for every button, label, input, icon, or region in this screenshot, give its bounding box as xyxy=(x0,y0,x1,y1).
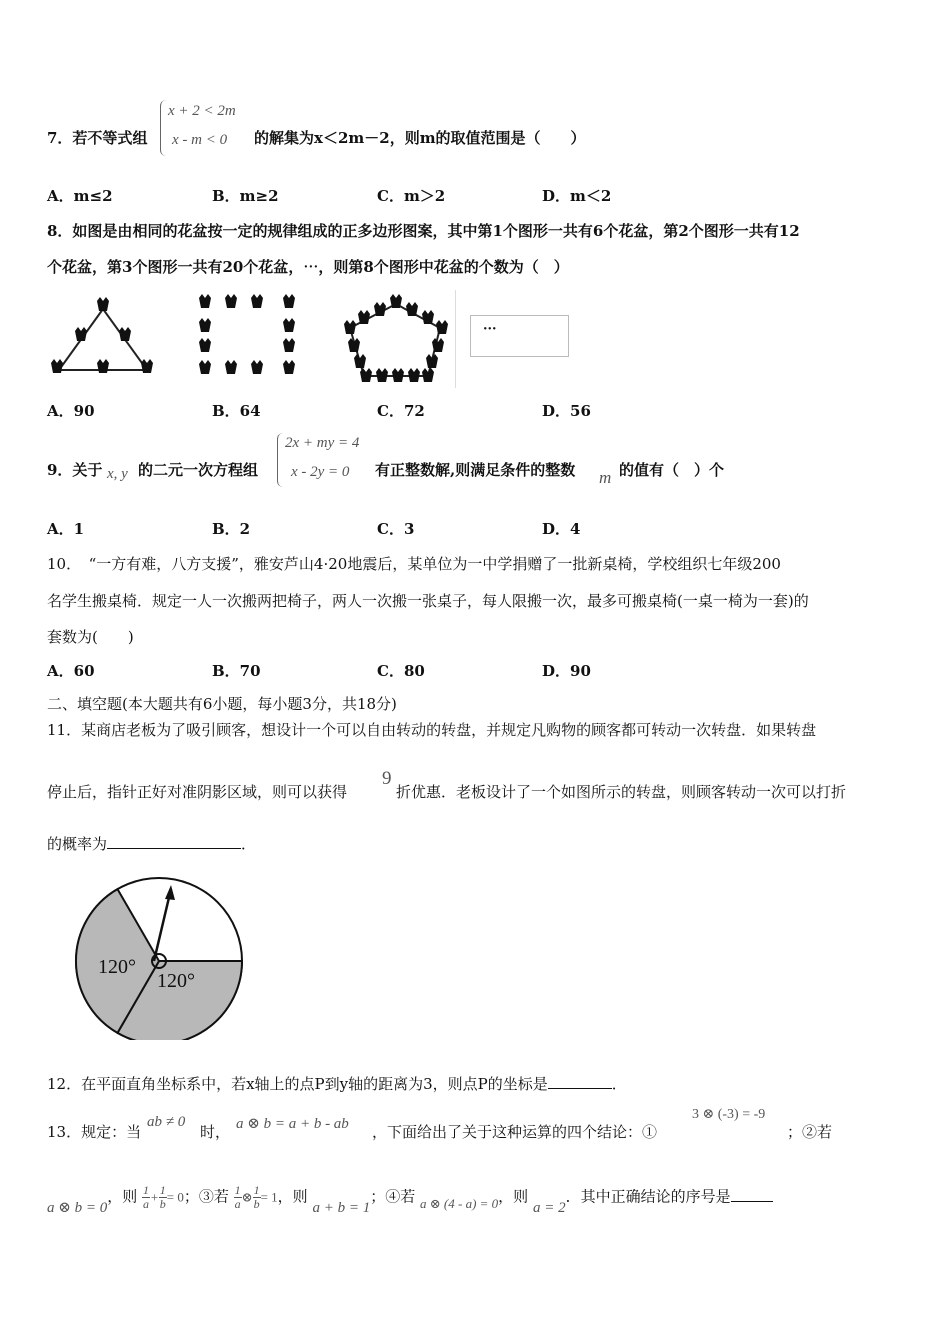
q13-c4r: a = 2 xyxy=(532,1199,566,1216)
q13-frac-1b-den: b xyxy=(159,1197,166,1211)
q13-frac-2a xyxy=(234,1184,242,1211)
q11-answer-blank xyxy=(107,848,241,849)
q9-brace xyxy=(277,433,284,487)
figure-divider xyxy=(455,290,456,388)
q13-l2-t3: ，则 xyxy=(277,1187,308,1206)
q10-option-d: D．90 xyxy=(542,662,591,680)
q12-text: 12．在平面直角坐标系中，若x轴上的点P到y轴的距离为3，则点P的坐标是 xyxy=(47,1075,548,1093)
q8-line2: 个花盆，第3个图形一共有20个花盆，⋯，则第8个图形中花盆的个数为（ ） xyxy=(47,258,569,276)
q13-frac-2a-num: 1 xyxy=(234,1183,241,1197)
q13-def: a ⊗ b = a + b - ab xyxy=(236,1116,349,1132)
q13-t2: ，下面给出了关于这种运算的四个结论：① xyxy=(372,1123,658,1141)
q7-option-a: A．m≤2 xyxy=(47,187,113,205)
q11-line3-end: ． xyxy=(241,835,257,853)
q10-line1: 10． “一方有难，八方支援”，雅安芦山4·20地震后，某单位为一中学捐赠了一批新桌椅，学校组织七年级200 xyxy=(47,555,781,573)
q7-text: 的解集为x＜2m－2，则m的取值范围是（ ） xyxy=(254,129,586,147)
ellipsis-box xyxy=(470,315,569,357)
q13-answer-blank xyxy=(731,1201,773,1202)
q13-prod-eq: = 1 xyxy=(260,1189,278,1205)
q7-number: 7．若不等式组 xyxy=(47,129,148,147)
q13-sum-eq: = 0 xyxy=(166,1189,184,1205)
q13-frac-1a xyxy=(142,1184,150,1211)
q9-system-line2: x - 2y = 0 xyxy=(291,464,350,480)
q7-system-line1: x + 2 < 2m xyxy=(168,103,236,119)
q13-frac-1b-num: 1 xyxy=(159,1183,166,1197)
q8-option-c: C．72 xyxy=(377,402,425,420)
q10-option-a: A．60 xyxy=(47,662,95,680)
q12-end: ． xyxy=(611,1075,627,1093)
q13-frac-1b xyxy=(159,1184,167,1211)
q13-t3: ；②若 xyxy=(787,1123,833,1141)
triangle-pots-figure xyxy=(45,295,160,385)
q13-frac-2b xyxy=(253,1184,261,1211)
q13-c4: a ⊗ (4 - a) = 0 xyxy=(420,1195,499,1211)
q13-frac-2b-den: b xyxy=(253,1197,260,1211)
q11-line2-post: 折优惠．老板设计了一个如图所示的转盘，则顾客转动一次可以打折 xyxy=(396,783,847,801)
q11-line1: 11．某商店老板为了吸引顾客，想设计一个可以自由转动的转盘，并规定凡购物的顾客都可转动一次转盘．如果转盘 xyxy=(47,721,817,739)
q9-post: 有正整数解,则满足条件的整数 xyxy=(375,461,576,479)
q7-system-line2: x - m < 0 xyxy=(172,132,228,148)
ellipsis-text: ··· xyxy=(483,322,497,337)
q12-line xyxy=(47,1074,627,1094)
q9-option-b: B．2 xyxy=(212,520,251,538)
q7-option-b: B．m≥2 xyxy=(212,187,279,205)
q7-option-d: D．m＜2 xyxy=(542,187,612,205)
q10-line3: 套数为( ) xyxy=(47,628,134,646)
q10-line2: 名学生搬桌椅．规定一人一次搬两把椅子，两人一次搬一张桌子，每人限搬一次，最多可搬桌椅(一桌一椅为一套)的 xyxy=(47,592,809,610)
q8-option-d: D．56 xyxy=(542,402,591,420)
q9-var-m: m xyxy=(599,468,612,487)
q9-end: 的值有（ ）个 xyxy=(619,461,725,479)
q8-option-a: A．90 xyxy=(47,402,95,420)
q11-line3-text: 的概率为 xyxy=(47,835,108,853)
q12-answer-blank xyxy=(548,1088,612,1089)
angle-label-left: 120° xyxy=(98,956,136,978)
q13-c1: 3 ⊗ (-3) = -9 xyxy=(692,1107,766,1122)
q13-t1: 时， xyxy=(200,1123,231,1141)
q9-option-d: D．4 xyxy=(542,520,581,538)
q11-line3 xyxy=(47,834,256,854)
q13-prod-op: ⊗ xyxy=(241,1189,253,1205)
spinner-figure xyxy=(72,875,247,1040)
q7-option-c: C．m＞2 xyxy=(377,187,446,205)
q9-vars: x, y xyxy=(107,466,128,482)
q10-option-b: B．70 xyxy=(212,662,261,680)
q13-frac-2a-den: a xyxy=(234,1197,241,1211)
pentagon-pots-figure xyxy=(340,292,452,387)
q10-option-c: C．80 xyxy=(377,662,425,680)
q13-l2-t2: ；③若 xyxy=(183,1187,229,1206)
q9-option-c: C．3 xyxy=(377,520,415,538)
q9-system-line1: 2x + my = 4 xyxy=(285,435,360,451)
angle-label-right: 120° xyxy=(157,970,195,992)
q13-cond: ab ≠ 0 xyxy=(147,1114,186,1130)
q13-frac-2b-num: 1 xyxy=(253,1183,260,1197)
q13-l2-t4: ；④若 xyxy=(370,1187,416,1206)
q11-line2-pre: 停止后，指针正好对准阴影区域，则可以获得 xyxy=(47,783,348,801)
q13-c2: a ⊗ b = 0 xyxy=(47,1199,108,1216)
q7-brace xyxy=(160,100,167,156)
square-pots-figure xyxy=(195,292,305,382)
q8-option-b: B．64 xyxy=(212,402,261,420)
q9-option-a: A．1 xyxy=(47,520,85,538)
q9-mid: 的二元一次方程组 xyxy=(138,461,259,479)
q13-frac-1a-num: 1 xyxy=(143,1183,149,1197)
q13-l2-t1: ，则 xyxy=(107,1187,138,1206)
section-title: 二、填空题(本大题共有6小题，每小题3分，共18分) xyxy=(47,695,397,713)
q8-line1: 8．如图是由相同的花盆按一定的规律组成的正多边形图案，其中第1个图形一共有6个花盆，第2个图形一共有12 xyxy=(47,222,800,240)
q13-pre: 13．规定：当 xyxy=(47,1123,142,1141)
q11-discount: 9 xyxy=(382,768,392,789)
q13-sum-plus: + xyxy=(150,1189,159,1205)
q13-line2 xyxy=(47,1183,773,1216)
q13-frac-1a-den: a xyxy=(143,1197,149,1211)
q13-l2-t6: ．其中正确结论的序号是 xyxy=(565,1187,731,1206)
q13-l2-t5: ，则 xyxy=(498,1187,529,1206)
q9-pre: 9．关于 xyxy=(47,461,103,479)
q13-c3: a + b = 1 xyxy=(312,1199,371,1216)
